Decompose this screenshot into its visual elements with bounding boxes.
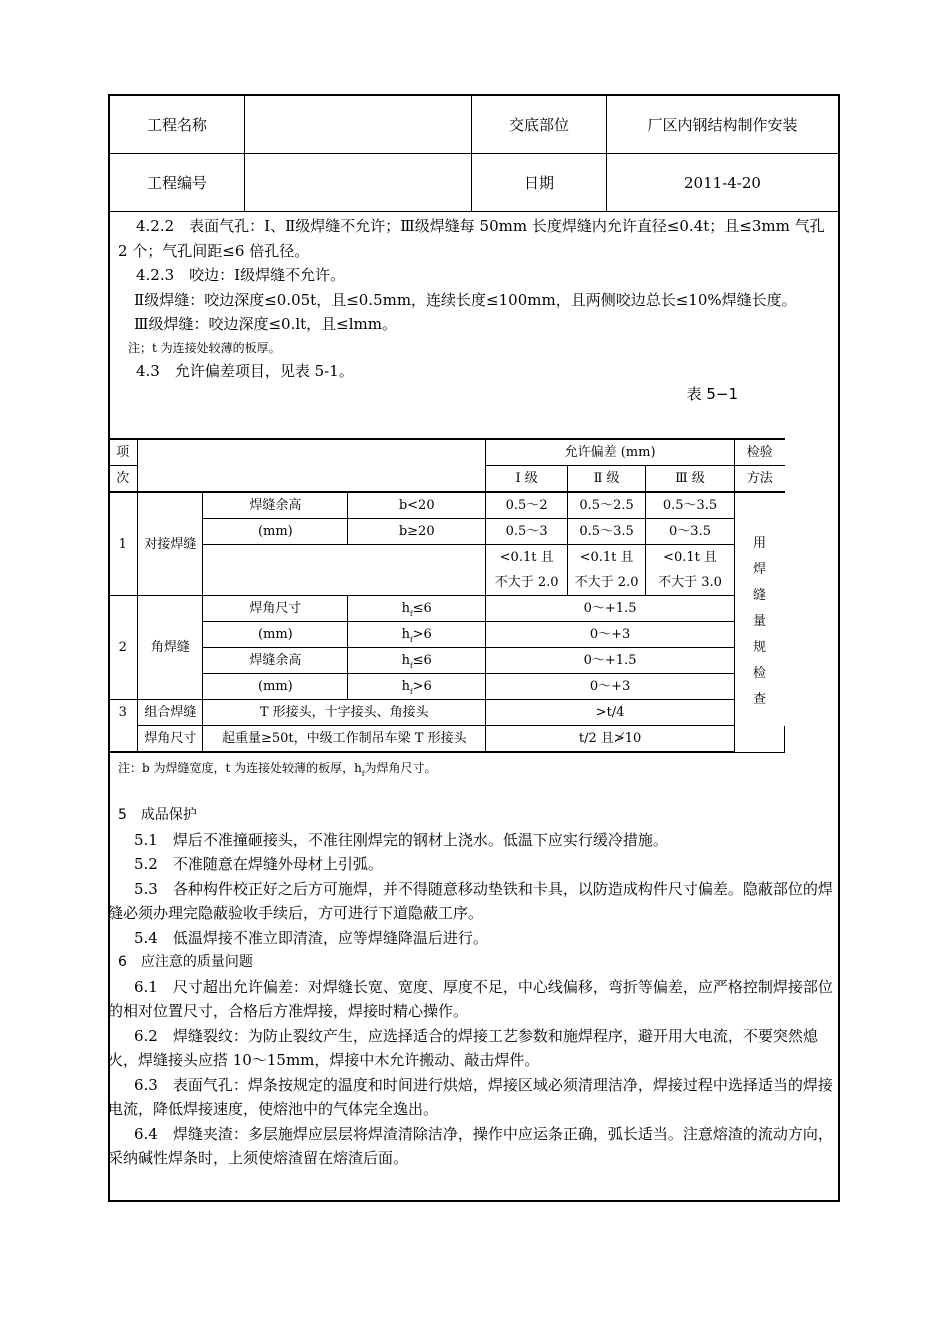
para-6-2: 6.2 焊缝裂纹：为防止裂纹产生，应选择适合的焊接工艺参数和施焊程序，避开用大电流，不要突然熄火，焊缝接头应搭 10～15mm，焊接中木允许搬动、敲击焊件。	[108, 1026, 818, 1069]
row1-v11: 0.5～2	[486, 492, 568, 519]
row1-v33b: 不大于 3.0	[646, 570, 735, 596]
row2-sub2-unit: (mm)	[203, 674, 348, 700]
row2-sub2: 焊缝余高	[203, 648, 348, 674]
row2-cond1: $h_f\le 6$	[348, 596, 486, 622]
para-6-3: 6.3 表面气孔：焊条按规定的温度和时间进行烘焙，焊接区域必须清理洁净，焊接过程中选择适当的焊接电流，降低焊接速度，使熔池中的气体完全逸出。	[108, 1075, 833, 1118]
h-subscript: f	[410, 610, 413, 618]
row1-cond1: b<20	[348, 492, 486, 519]
row2-cond1-rest: ≤6	[412, 601, 432, 616]
table-note-sub: f	[361, 770, 365, 778]
row1-blank	[203, 545, 486, 596]
row1-sub1-unit: (mm)	[203, 519, 348, 545]
project-name-label: 工程名称	[110, 96, 245, 154]
row1-v13: 0.5～3.5	[646, 492, 735, 519]
table-caption: 表 5−1	[686, 385, 738, 403]
row2-v2: 0～+3	[486, 622, 735, 648]
row2-cond2: $h_f>6$	[348, 622, 486, 648]
location-value: 厂区内钢结构制作安装	[607, 96, 839, 154]
row3-v1: >t/4	[486, 700, 735, 726]
row2-v4: 0～+3	[486, 674, 735, 700]
row3-no: 3	[108, 700, 138, 753]
row2-cond3-rest: ≤6	[412, 653, 432, 668]
note-thickness: 注；t 为连接处较薄的板厚。	[128, 340, 281, 355]
row1-v31b: 不大于 2.0	[486, 570, 568, 596]
para-grade2: Ⅱ级焊缝：咬边深度≤0.05t，且≤0.5mm，连续长度≤100mm，且两侧咬边总长≤10%焊缝长度。	[134, 290, 797, 309]
row3-cond1: T 形接头，十字接头、角接头	[203, 700, 486, 726]
row1-v23: 0～3.5	[646, 519, 735, 545]
para-4-2-3: 4.2.3 咬边：Ⅰ级焊缝不允许。	[136, 266, 346, 284]
lower-text	[108, 757, 838, 1171]
row3-name-2: 焊角尺寸	[138, 726, 203, 753]
method-cell	[734, 492, 784, 752]
row1-sub1: 焊缝余高	[203, 492, 348, 519]
row1-v21: 0.5～3	[486, 519, 568, 545]
row3-cond2: 起重量≥50t，中级工作制吊车梁 T 形接头	[203, 726, 486, 753]
method-char: 规	[752, 640, 766, 656]
grade-2: Ⅱ 级	[568, 466, 646, 493]
para-5-3: 5.3 各种构件校正好之后方可施焊，并不得随意移动垫铁和卡具，以防造成构件尺寸偏差。隐蔽部位的焊缝必须办理完隐蔽验收手续后，方可进行下道隐蔽工序。	[108, 879, 833, 922]
row1-cond2: b≥20	[348, 519, 486, 545]
para-5-4: 5.4 低温焊接不准立即清渣，应等焊缝降温后进行。	[134, 928, 488, 947]
method-char: 检	[752, 666, 766, 682]
tolerance-table	[108, 438, 785, 753]
row1-name: 对接焊缝	[138, 492, 203, 596]
table-note-text: 注：b 为焊缝宽度，t 为连接处较薄的板厚，h	[118, 761, 362, 775]
row1-v31a: <0.1t 且	[486, 545, 568, 571]
date-label: 日期	[472, 154, 607, 212]
row2-sub1: 焊角尺寸	[203, 596, 348, 622]
method-char: 焊	[752, 562, 766, 578]
para-4-2-2: 4.2.2 表面气孔：Ⅰ、Ⅱ级焊缝不允许；Ⅲ级焊缝每 50mm 长度焊缝内允许直径≤0.4t；且≤3mm 气孔 2 个；气孔间距≤6 倍孔径。	[118, 217, 825, 260]
location-label: 交底部位	[472, 96, 607, 154]
row2-cond3: $h_f\le 6$	[348, 648, 486, 674]
row2-no: 2	[108, 596, 138, 700]
row1-v33a: <0.1t 且	[646, 545, 735, 571]
section-6-title: 6 应注意的质量问题	[118, 954, 253, 970]
para-6-4: 6.4 焊缝夹渣：多层施焊应层层将焊渣清除洁净，操作中应运条正确，弧长适当。注意熔渣的流动方向，采纳碱性焊条时，上须使熔渣留在熔渣后面。	[108, 1124, 833, 1167]
project-name-value	[245, 96, 472, 154]
method-text	[735, 531, 784, 713]
table-note-tail: 为焊角尺寸。	[364, 761, 437, 775]
upper-text	[118, 214, 830, 405]
header-table	[110, 96, 838, 212]
row2-v1: 0～+1.5	[486, 596, 735, 622]
col-method-1: 检验	[734, 439, 784, 466]
para-5-1: 5.1 焊后不准撞砸接头，不准往刚焊完的钢材上浇水。低温下应实行缓冷措施。	[134, 830, 668, 849]
para-6-1: 6.1 尺寸超出允许偏差：对焊缝长宽、宽度、厚度不足，中心线偏移，弯折等偏差，应严格控制焊接部位的相对位置尺寸，合格后方准焊接，焊接时精心操作。	[108, 977, 833, 1020]
para-5-2: 5.2 不准随意在焊缝外母材上引弧。	[134, 855, 383, 873]
grade-1: Ⅰ 级	[486, 466, 568, 493]
h-subscript: f	[410, 662, 413, 670]
col-item-2: 次	[108, 466, 138, 493]
row2-cond4: $h_f>6$	[348, 674, 486, 700]
col-item-1: 项	[108, 439, 138, 466]
row2-sub1-unit: (mm)	[203, 622, 348, 648]
row3-v2: t/2 且≯10	[486, 726, 735, 753]
method-char: 用	[752, 536, 766, 552]
row1-v22: 0.5～3.5	[568, 519, 646, 545]
row2-v3: 0～+1.5	[486, 648, 735, 674]
section-5-title: 5 成品保护	[118, 807, 197, 823]
method-char: 查	[752, 692, 766, 708]
h-subscript: f	[410, 688, 413, 696]
table-note	[108, 757, 838, 779]
row1-v32b: 不大于 2.0	[568, 570, 646, 596]
method-char: 量	[752, 614, 766, 630]
h-subscript: f	[410, 636, 413, 644]
col-blank	[138, 439, 486, 492]
method-char: 缝	[752, 588, 766, 604]
grade-3: Ⅲ 级	[646, 466, 735, 493]
row2-name: 角焊缝	[138, 596, 203, 700]
row1-v12: 0.5～2.5	[568, 492, 646, 519]
project-no-label: 工程编号	[110, 154, 245, 212]
method-bottom	[785, 726, 786, 753]
date-value: 2011-4-20	[607, 154, 839, 212]
para-grade3: Ⅲ级焊缝：咬边深度≤0.lt，且≤lmm。	[134, 315, 397, 333]
project-no-value	[245, 154, 472, 212]
row3-name-1: 组合焊缝	[138, 700, 203, 726]
col-tolerance: 允许偏差 (mm)	[486, 439, 735, 466]
row1-v32a: <0.1t 且	[568, 545, 646, 571]
col-method-2: 方法	[734, 466, 784, 493]
row2-cond4-rest: >6	[412, 679, 432, 694]
row1-no: 1	[108, 492, 138, 596]
para-4-3: 4.3 允许偏差项目，见表 5-1。	[136, 361, 354, 380]
row2-cond2-rest: >6	[412, 627, 432, 642]
